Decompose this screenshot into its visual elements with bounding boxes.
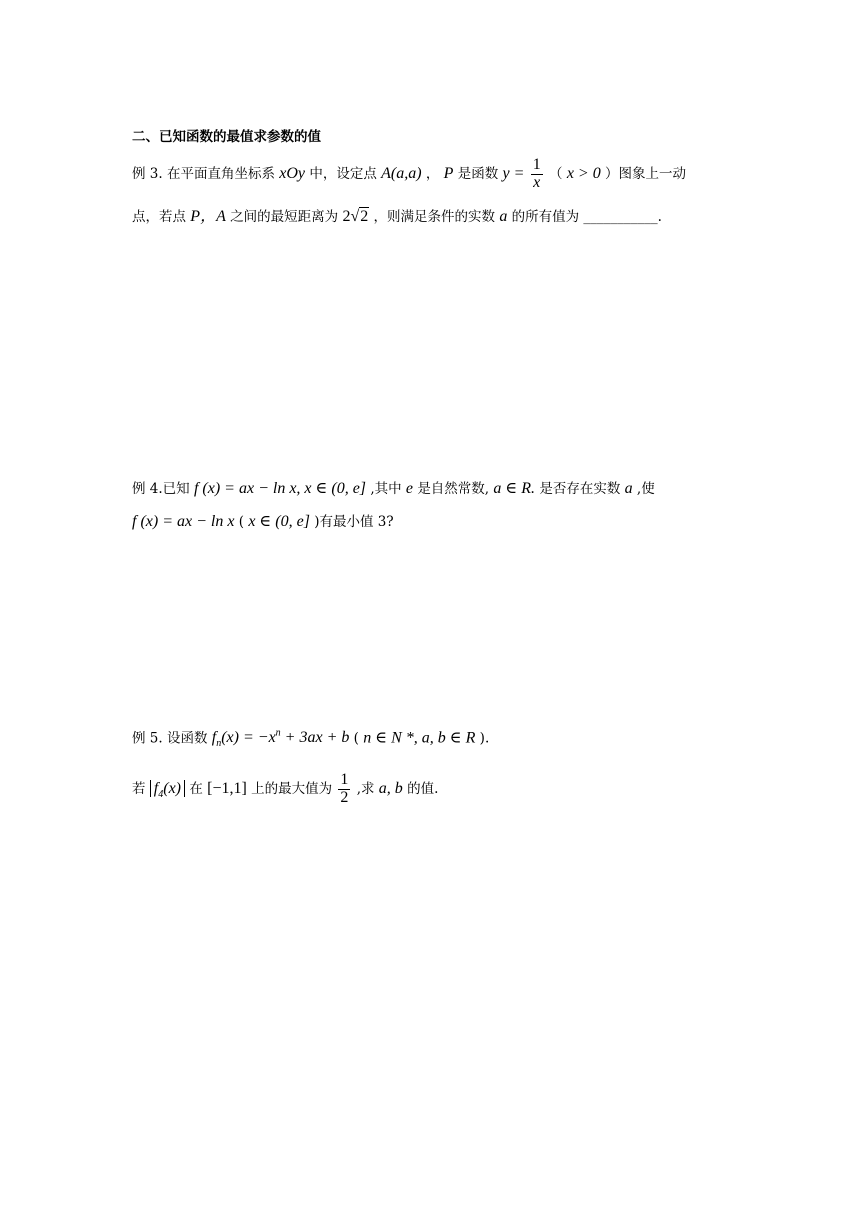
ex5-text-5: 在	[189, 780, 203, 797]
ex5-sup-n: n	[275, 728, 281, 739]
ex4-text-2: ,其中	[370, 481, 406, 497]
ex5-math-function	[211, 728, 350, 750]
ex3-radicand: 2	[360, 208, 369, 225]
ex5-math-interval: [−1,1]	[207, 779, 247, 797]
ex4-text-5: ,使	[636, 481, 655, 497]
ex4-math-a-in-r: a ∈ R.	[493, 480, 536, 497]
ex5-text-4: 若	[132, 780, 146, 797]
ex5-text-2: (	[353, 730, 364, 747]
ex3-text-5: （	[549, 165, 563, 182]
ex3-text-3: ，	[425, 165, 440, 182]
ex3-coefficient: 2	[342, 208, 351, 225]
example-4-line-1	[132, 481, 655, 497]
ex5-text-7: ,求	[356, 780, 379, 797]
ex3-math-y-eq: y =	[502, 164, 525, 182]
ex5-text-1: 例 5. 设函数	[132, 730, 212, 747]
ex5-half-numerator: 1	[340, 771, 349, 788]
ex5-fraction-half	[338, 772, 350, 807]
ex5-math-condition: n ∈ N *, a, b ∈ R	[363, 729, 476, 747]
ex5-f: f	[211, 729, 217, 747]
ex5-half-denominator: 2	[340, 788, 349, 806]
ex3-text-4: 是函数	[457, 165, 503, 182]
ex3-text-2: 中，设定点	[309, 165, 382, 182]
ex3-text-10: 的所有值为	[511, 209, 580, 225]
ex3-text-6: ）图象上一动	[605, 165, 687, 182]
ex3-math-point-a: A(a,a)	[381, 164, 422, 182]
ex4-text-6: (	[238, 514, 249, 530]
ex3-fraction	[531, 157, 543, 192]
ex4-math-e: e	[405, 480, 414, 497]
section-title: 二、已知函数的最值求参数的值	[132, 129, 321, 145]
ex5-sub-4: 4	[158, 788, 164, 800]
ex4-text-3: 是自然常数,	[417, 481, 494, 497]
ex5-text-6: 上的最大值为	[251, 780, 333, 797]
example-5-line-1	[132, 729, 489, 750]
ex4-math-function: f (x) = ax − ln x, x ∈ (0, e]	[193, 480, 367, 497]
ex4-text-4: 是否存在实数	[539, 481, 625, 497]
ex3-text-9: ，则满足条件的实数	[373, 209, 500, 225]
ex5-sub-n: n	[216, 738, 222, 750]
ex3-math-distance: 2√2	[342, 208, 369, 225]
ex3-text-8: 之间的最短距离为	[230, 209, 343, 225]
ex5-f-rest-2: + 3ax + b	[280, 729, 350, 747]
ex3-math-p: P	[443, 164, 454, 182]
ex5-f-rest: (x) = −x	[221, 729, 276, 747]
ex5-math-abs-f4	[150, 779, 185, 800]
ex4-math-a: a	[624, 480, 633, 497]
ex4-math-function-2: f (x) = ax − ln x	[132, 513, 235, 530]
ex3-math-condition: x > 0	[566, 164, 601, 182]
ex3-text-7: 点，若点	[132, 209, 191, 225]
example-3-line-1	[132, 157, 686, 192]
ex3-math-xoy: xOy	[279, 164, 306, 182]
example-4-line-2	[132, 514, 394, 530]
ex5-text-3: ).	[479, 730, 490, 747]
ex3-answer-blank: ___________.	[583, 209, 662, 225]
ex5-text-8: 的值.	[407, 780, 439, 797]
ex4-math-condition: x ∈ (0, e]	[248, 513, 310, 530]
ex5-abs-f: f	[153, 779, 159, 797]
ex5-math-ab: a, b	[378, 779, 403, 797]
ex3-math-a: a	[499, 208, 508, 225]
ex4-text-7: )有最小值 3?	[314, 514, 394, 530]
ex3-frac-denominator: x	[533, 173, 541, 191]
ex3-text-1: 例 3. 在平面直角坐标系	[132, 165, 275, 182]
example-3-line-2	[132, 209, 662, 225]
ex4-text-1: 例 4.已知	[132, 481, 194, 497]
ex5-abs-rest: (x)	[163, 779, 182, 797]
ex3-math-pa: P，A	[190, 208, 226, 225]
example-5-line-2	[132, 772, 438, 807]
ex3-frac-numerator: 1	[532, 156, 541, 173]
